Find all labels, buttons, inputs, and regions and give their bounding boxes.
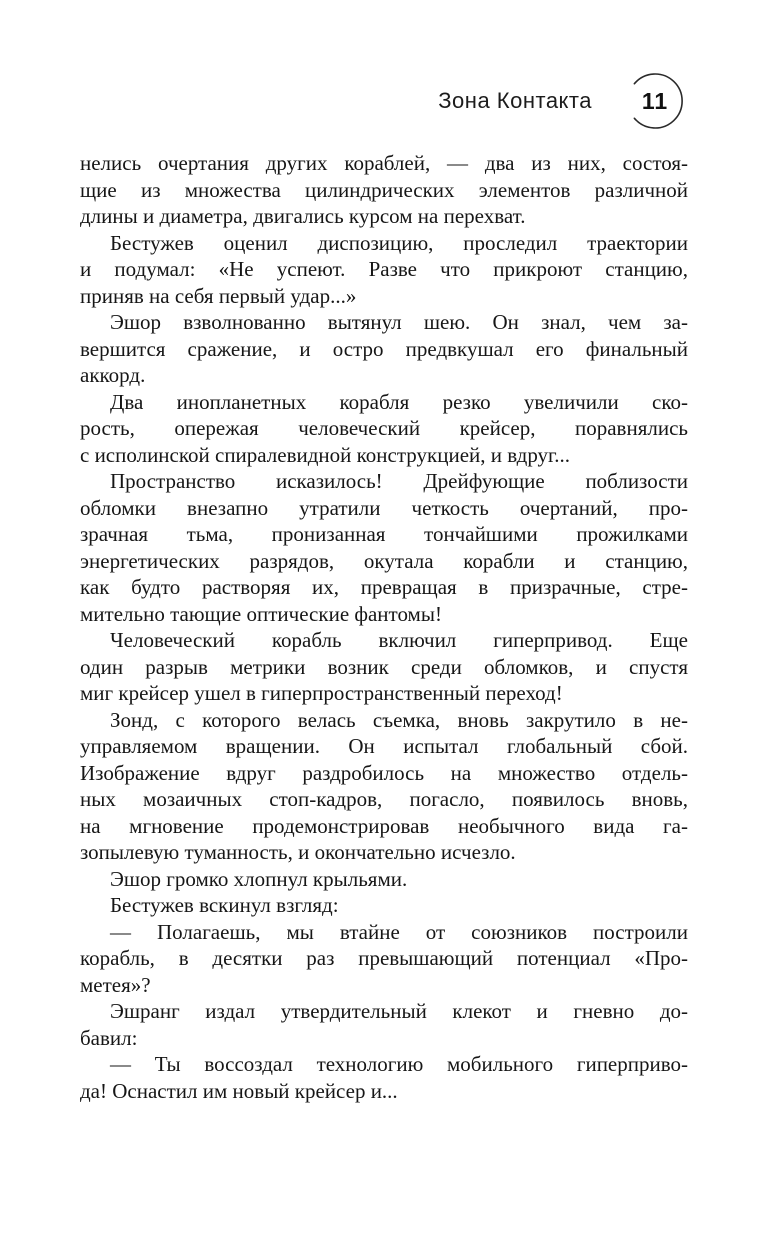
page-number: 11	[641, 87, 669, 114]
text-line: управляемом вращении. Он испытал глобальный сбой.	[80, 734, 688, 758]
text-line: и подумал: «Не успеют. Разве что прикроют станцию,	[80, 257, 688, 281]
text-line: — Ты воссоздал технологию мобильного гиперприво-	[110, 1052, 688, 1076]
body-text	[80, 150, 688, 1104]
text-line: длины и диаметра, двигались курсом на перехват.	[80, 204, 526, 228]
page-header	[438, 72, 684, 130]
text-line: — Полагаешь, мы втайне от союзников построили	[110, 919, 688, 944]
text-line: корабль, в десятки раз превышающий потенциал «Про-	[80, 946, 688, 970]
text-line: Зонд, с которого велась съемка, вновь закрутило в не-	[110, 707, 688, 732]
paragraph	[80, 892, 688, 919]
text-line: щие из множества цилиндрических элементов различной	[80, 177, 688, 202]
text-line: рость, опережая человеческий крейсер, поравнялись	[80, 416, 688, 440]
text-line: Бестужев оценил диспозицию, проследил траектории	[110, 230, 688, 255]
text-line: Эшранг издал утвердительный клекот и гневно до-	[110, 999, 688, 1023]
text-line: Человеческий корабль включил гиперпривод. Еще	[110, 628, 688, 652]
text-line: Эшор громко хлопнул крыльями.	[110, 866, 408, 891]
text-line: с исполинской спиралевидной конструкцией, и вдруг...	[80, 442, 571, 467]
text-line: как будто растворяя их, превращая в призрачные, стре-	[80, 575, 688, 599]
text-line: метея»?	[80, 972, 151, 997]
running-title: Зона Контакта	[438, 88, 592, 113]
text-line: миг крейсер ушел в гиперпространственный переход!	[80, 681, 563, 705]
page-number-ornament	[626, 72, 684, 130]
text-line: бавил:	[80, 1025, 138, 1050]
paragraph	[80, 866, 688, 893]
text-line: Пространство исказилось! Дрейфующие поблизости	[110, 469, 688, 493]
text-line: аккорд.	[80, 363, 146, 387]
text-line: да! Оснастил им новый крейсер и...	[80, 1078, 398, 1103]
text-line: вершится сражение, и остро предвкушал его финальный	[80, 336, 688, 361]
paragraph	[80, 707, 688, 866]
paragraph	[80, 389, 688, 469]
paragraph	[80, 1051, 688, 1104]
text-line: зрачная тьма, пронизанная тончайшими прожилками	[80, 522, 688, 546]
paragraph	[80, 998, 688, 1051]
text-line: нелись очертания других кораблей, — два из них, состоя-	[80, 151, 688, 175]
text-line: один разрыв метрики возник среди обломков, и спустя	[80, 654, 688, 679]
text-line: обломки внезапно утратили четкость очертаний, про-	[80, 495, 688, 520]
text-line: ных мозаичных стоп-кадров, погасло, появилось вновь,	[80, 787, 688, 811]
text-line: энергетических разрядов, окутала корабли и станцию,	[80, 548, 688, 573]
text-line: Два инопланетных корабля резко увеличили ско-	[110, 389, 688, 414]
paragraph	[80, 919, 688, 999]
text-line: на мгновение продемонстрировав необычного вида га-	[80, 813, 688, 838]
text-line: зопылевую туманность, и окончательно исчезло.	[80, 840, 516, 864]
paragraph	[80, 468, 688, 627]
paragraph	[80, 150, 688, 230]
text-line: Бестужев вскинул взгляд:	[110, 893, 339, 917]
paragraph	[80, 309, 688, 389]
text-line: Изображение вдруг раздробилось на множество отдель-	[80, 760, 688, 785]
paragraph	[80, 230, 688, 310]
text-line: мительно тающие оптические фантомы!	[80, 601, 442, 626]
paragraph	[80, 627, 688, 707]
text-line: приняв на себя первый удар...»	[80, 283, 357, 308]
text-line: Эшор взволнованно вытянул шею. Он знал, чем за-	[110, 310, 688, 334]
